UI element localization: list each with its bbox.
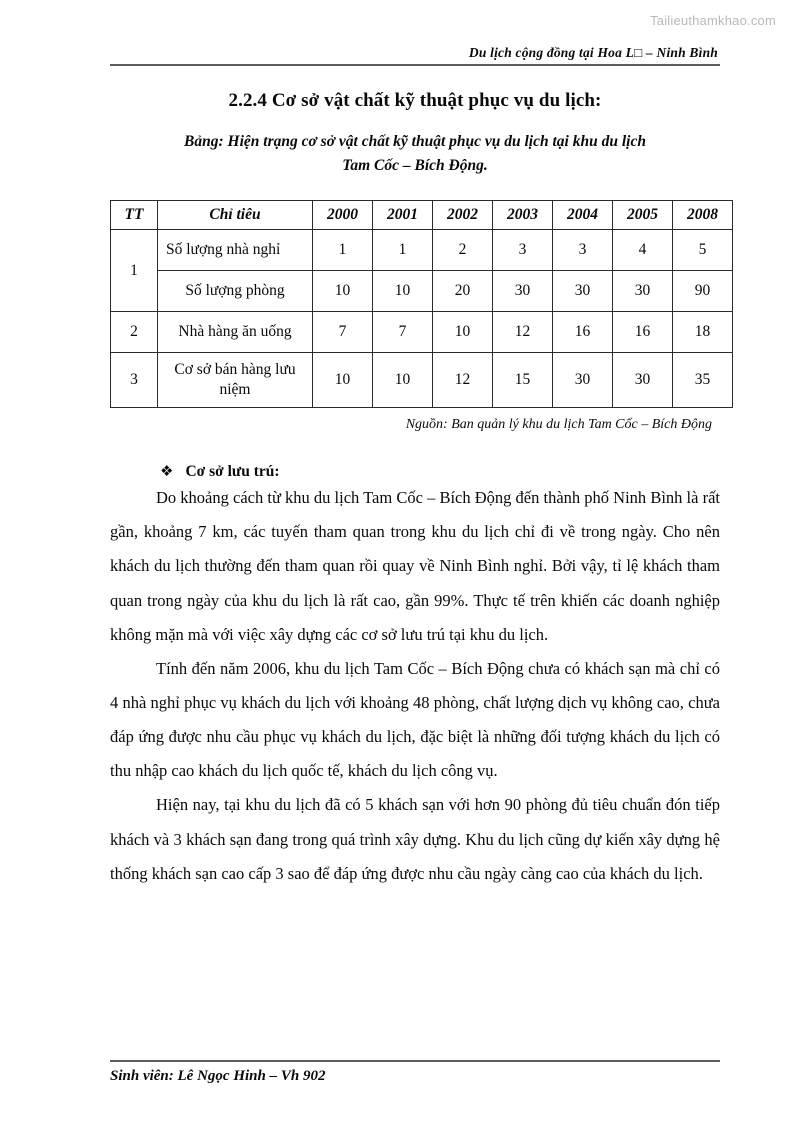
row-label-room-count: Số lượng phòng <box>158 271 313 312</box>
cell-value: 15 <box>493 353 553 408</box>
cell-value: 30 <box>553 353 613 408</box>
body-paragraph: Hiện nay, tại khu du lịch đã có 5 khách sạn với hơn 90 phòng đủ tiêu chuẩn đón tiếp khách và 3 khách sạn đang trong quá trình xây dựng. Khu du lịch cũng dự kiến xây dựng hệ thống khách sạn cao cấp 3 sao để đáp ứng được nhu cầu ngày càng cao của khách du lịch. <box>110 795 720 883</box>
cell-value: 12 <box>433 353 493 408</box>
row-number-1: 1 <box>111 230 158 312</box>
header-cell-2000: 2000 <box>313 201 373 230</box>
page-header <box>110 45 720 66</box>
cell-value: 7 <box>373 312 433 353</box>
footer-divider <box>110 1060 720 1062</box>
cell-value: 18 <box>673 312 733 353</box>
cell-value: 20 <box>433 271 493 312</box>
table-caption-line-1: Bảng: Hiện trạng cơ sở vật chất kỹ thuật phục vụ du lịch tại khu du lịch <box>184 133 646 150</box>
footer-student-info: Sinh viên: Lê Ngọc Hinh – Vh 902 <box>110 1068 326 1084</box>
table-row <box>111 312 733 353</box>
cell-value: 1 <box>373 230 433 271</box>
body-paragraph: Do khoảng cách từ khu du lịch Tam Cốc – Bích Động đến thành phố Ninh Bình là rất gần, khoảng 7 km, các tuyến tham quan trong khu du lịch chỉ đi về trong ngày. Cho nên khách du lịch thường đến tham quan rồi quay về Ninh Bình nghỉ. Bởi vậy, tỉ lệ khách tham quan trong ngày của khu du lịch là rất cao, gần 99%. Thực tế trên khiến các doanh nghiệp không mặn mà với việc xây dựng các cơ sở lưu trú tại khu du lịch. <box>110 488 720 644</box>
cell-value: 10 <box>373 353 433 408</box>
cell-value: 1 <box>313 230 373 271</box>
facilities-table <box>110 200 733 408</box>
cell-value: 30 <box>613 353 673 408</box>
subsection-heading-label: Cơ sở lưu trú: <box>185 463 280 481</box>
cell-value: 5 <box>673 230 733 271</box>
table-header <box>111 201 733 230</box>
cell-value: 35 <box>673 353 733 408</box>
floret-bullet-icon: ❖ <box>160 462 174 481</box>
table-row <box>111 353 733 408</box>
row-number-3: 3 <box>111 353 158 408</box>
header-divider <box>110 64 720 66</box>
cell-value: 12 <box>493 312 553 353</box>
header-cell-2008: 2008 <box>673 201 733 230</box>
row-label-lodging-count: Số lượng nhà nghỉ <box>158 230 313 271</box>
table-row <box>111 230 733 271</box>
cell-value: 10 <box>313 271 373 312</box>
header-cell-2004: 2004 <box>553 201 613 230</box>
cell-value: 30 <box>613 271 673 312</box>
page-footer <box>110 1060 720 1085</box>
cell-value: 3 <box>493 230 553 271</box>
header-cell-2002: 2002 <box>433 201 493 230</box>
row-number-2: 2 <box>111 312 158 353</box>
body-paragraph: Tính đến năm 2006, khu du lịch Tam Cốc – Bích Động chưa có khách sạn mà chỉ có 4 nhà nghỉ phục vụ khách du lịch với khoảng 48 phòng, chất lượng dịch vụ không cao, chưa đáp ứng được nhu cầu phục vụ khách du lịch, đặc biệt là những đối tượng khách du lịch có thu nhập cao khách du lịch quốc tế, khách du lịch công vụ. <box>110 658 720 781</box>
table-row <box>111 271 733 312</box>
cell-value: 4 <box>613 230 673 271</box>
cell-value: 30 <box>553 271 613 312</box>
header-cell-indicator: Chỉ tiêu <box>158 201 313 230</box>
cell-value: 16 <box>613 312 673 353</box>
cell-value: 7 <box>313 312 373 353</box>
table-body <box>111 230 733 408</box>
row-label-souvenir-shops: Cơ sở bán hàng lưu niệm <box>158 353 313 408</box>
cell-value: 16 <box>553 312 613 353</box>
section-heading: 2.2.4 Cơ sở vật chất kỹ thuật phục vụ du lịch: <box>228 90 602 111</box>
table-header-row <box>111 201 733 230</box>
header-cell-2001: 2001 <box>373 201 433 230</box>
header-cell-tt: TT <box>111 201 158 230</box>
table-caption <box>140 130 690 178</box>
header-cell-2003: 2003 <box>493 201 553 230</box>
document-content <box>110 85 720 891</box>
cell-value: 30 <box>493 271 553 312</box>
cell-value: 2 <box>433 230 493 271</box>
table-caption-line-2: Tam Cốc – Bích Động. <box>342 157 488 175</box>
cell-value: 10 <box>373 271 433 312</box>
cell-value: 10 <box>433 312 493 353</box>
cell-value: 90 <box>673 271 733 312</box>
header-cell-2005: 2005 <box>613 201 673 230</box>
cell-value: 10 <box>313 353 373 408</box>
cell-value: 3 <box>553 230 613 271</box>
subsection-heading-accommodation <box>160 463 720 481</box>
row-label-restaurants: Nhà hàng ăn uống <box>158 312 313 353</box>
table-source-note: Nguồn: Ban quản lý khu du lịch Tam Cốc – Bích Động <box>405 417 712 433</box>
running-header-title: Du lịch cộng đồng tại Hoa L□ – Ninh Bình <box>468 45 718 60</box>
site-watermark: Tailieuthamkhao.com <box>650 13 776 28</box>
